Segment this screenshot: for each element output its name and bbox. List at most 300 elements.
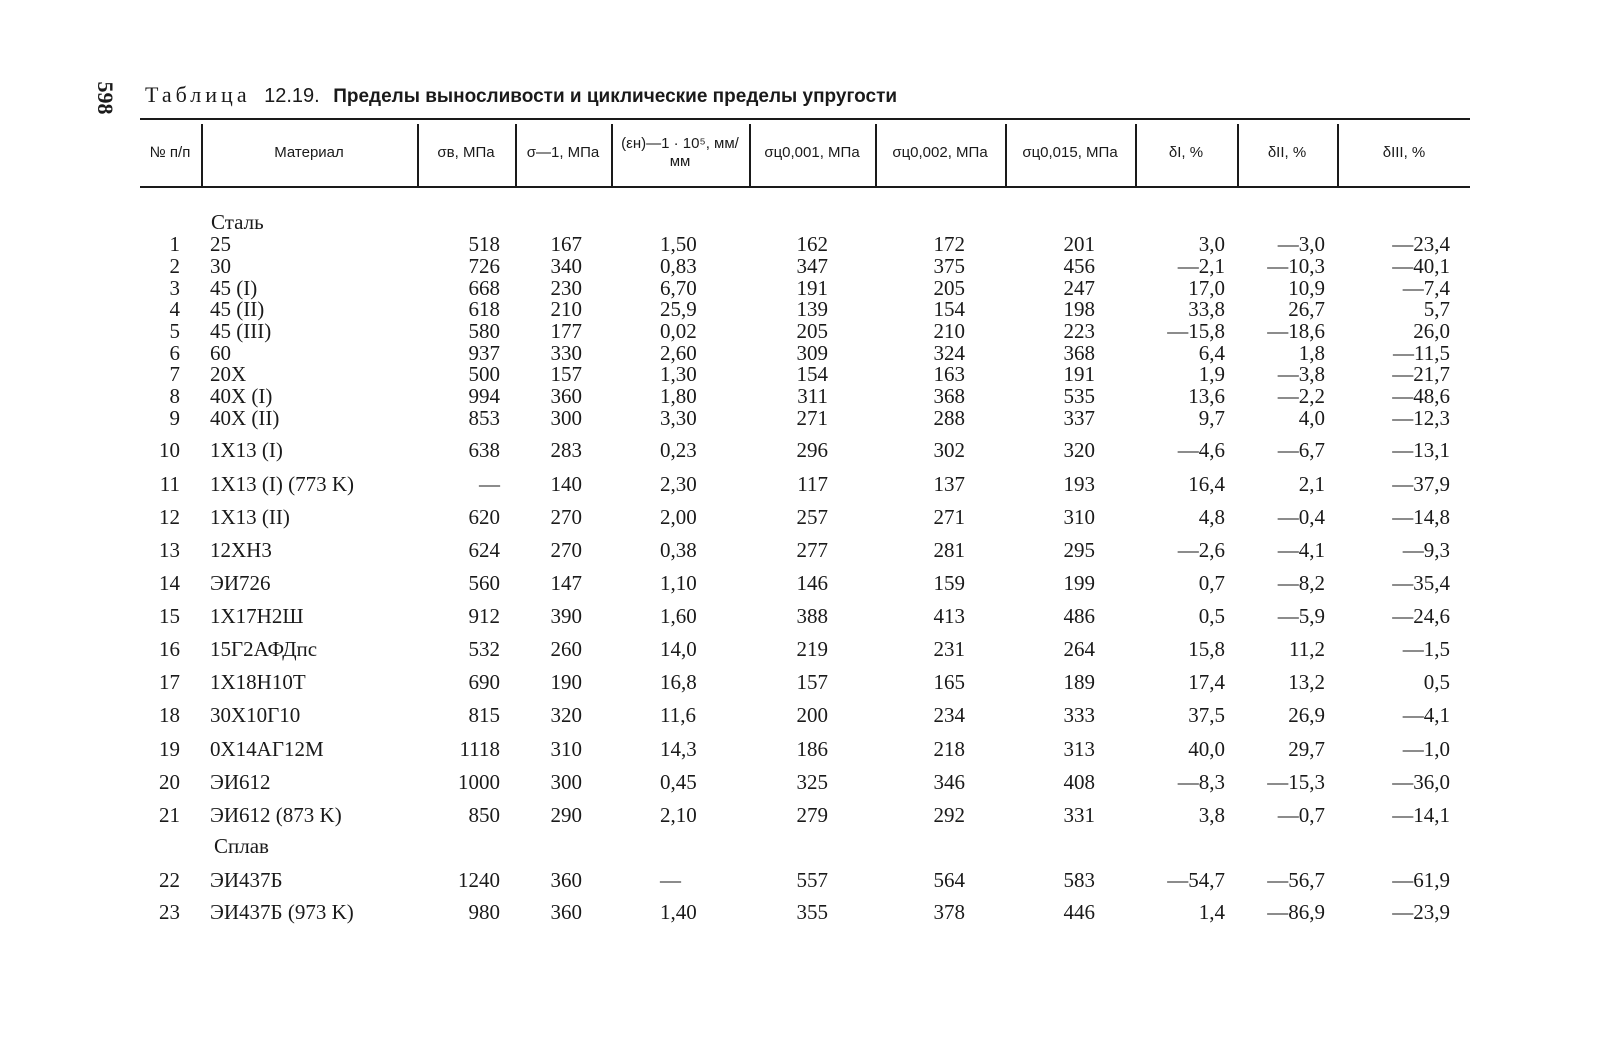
table-row: [140, 868, 1470, 892]
cell-d2: —6,7: [1277, 438, 1325, 462]
cell-num: 21: [159, 803, 180, 827]
cell-d1: 0,7: [1198, 571, 1225, 595]
cell-d1: 37,5: [1188, 703, 1225, 727]
cell-s002: 324: [933, 341, 965, 365]
cell-s001: 162: [796, 232, 828, 256]
cell-sigma-b: 620: [468, 505, 500, 529]
cell-s002: 210: [933, 319, 965, 343]
cell-d3: —7,4: [1402, 276, 1450, 300]
cell-sigma-b: 912: [468, 604, 500, 628]
table-row: [140, 571, 1470, 595]
table-row: [140, 900, 1470, 924]
cell-d1: —54,7: [1167, 868, 1225, 892]
cell-d2: —10,3: [1267, 254, 1325, 278]
cell-d3: —4,1: [1402, 703, 1450, 727]
cell-s015: 337: [1063, 406, 1095, 430]
cell-d3: —35,4: [1392, 571, 1450, 595]
cell-num: 16: [159, 637, 180, 661]
cell-eps: 1,60: [660, 604, 697, 628]
cell-material: ЭИ612: [210, 770, 271, 794]
cell-material: 0X14АГ12М: [210, 737, 324, 761]
cell-num: 20: [159, 770, 180, 794]
cell-sigma-1: 270: [550, 538, 582, 562]
cell-d2: —4,1: [1277, 538, 1325, 562]
header-material: Материал: [274, 144, 344, 161]
cell-sigma-b: —: [479, 472, 500, 496]
cell-eps: 25,9: [660, 297, 697, 321]
cell-material: ЭИ437Б (973 K): [210, 900, 354, 924]
cell-sigma-1: 360: [550, 900, 582, 924]
cell-d3: —11,5: [1393, 341, 1450, 365]
cell-d2: —86,9: [1267, 900, 1325, 924]
cell-sigma-1: 360: [550, 384, 582, 408]
cell-s002: 292: [933, 803, 965, 827]
cell-sigma-1: 283: [550, 438, 582, 462]
cell-sigma-b: 980: [468, 900, 500, 924]
cell-d1: 9,7: [1198, 406, 1225, 430]
cell-eps: 1,40: [660, 900, 697, 924]
header-divider: [1237, 124, 1239, 188]
cell-d1: 4,8: [1198, 505, 1225, 529]
cell-s002: 413: [933, 604, 965, 628]
cell-d3: —61,9: [1392, 868, 1450, 892]
cell-s001: 279: [796, 803, 828, 827]
cell-s015: 408: [1063, 770, 1095, 794]
cell-s002: 165: [933, 670, 965, 694]
header-divider: [749, 124, 751, 188]
cell-sigma-b: 994: [468, 384, 500, 408]
caption-title: Пределы выносливости и циклические пределы упругости: [333, 86, 898, 107]
cell-d3: —13,1: [1392, 438, 1450, 462]
cell-eps: 1,30: [660, 362, 697, 386]
table-row: [140, 604, 1470, 628]
cell-eps: 6,70: [660, 276, 697, 300]
cell-s002: 368: [933, 384, 965, 408]
cell-s001: 146: [796, 571, 828, 595]
cell-d1: 6,4: [1198, 341, 1225, 365]
header-divider: [875, 124, 877, 188]
cell-d2: —5,9: [1277, 604, 1325, 628]
cell-sigma-1: 190: [550, 670, 582, 694]
cell-d1: 13,6: [1188, 384, 1225, 408]
table-row: [140, 505, 1470, 529]
cell-d1: —8,3: [1177, 770, 1225, 794]
cell-eps: 2,30: [660, 472, 697, 496]
cell-sigma-b: 815: [468, 703, 500, 727]
cell-sigma-1: 167: [550, 232, 582, 256]
header-s001: σц0,001, МПа: [764, 144, 860, 161]
cell-eps: 0,38: [660, 538, 697, 562]
cell-d3: —21,7: [1392, 362, 1450, 386]
cell-s001: 157: [796, 670, 828, 694]
header-divider: [417, 124, 419, 188]
cell-num: 8: [169, 384, 180, 408]
header-s002: σц0,002, МПа: [892, 144, 988, 161]
cell-d2: 2,1: [1298, 472, 1325, 496]
table-row: [140, 438, 1470, 462]
table-row: [140, 406, 1470, 430]
cell-s001: 311: [797, 384, 828, 408]
table-row: [140, 737, 1470, 761]
header-num: № п/п: [149, 144, 191, 161]
table-row: [140, 319, 1470, 343]
cell-num: 15: [159, 604, 180, 628]
cell-s015: 313: [1063, 737, 1095, 761]
cell-material: 12XH3: [210, 538, 272, 562]
cell-sigma-b: 580: [468, 319, 500, 343]
cell-material: 45 (III): [210, 319, 272, 343]
cell-eps: 1,10: [660, 571, 697, 595]
cell-sigma-1: 290: [550, 803, 582, 827]
cell-s001: 388: [796, 604, 828, 628]
cell-eps: 0,02: [660, 319, 697, 343]
cell-s015: 320: [1063, 438, 1095, 462]
cell-s002: 137: [933, 472, 965, 496]
cell-s002: 281: [933, 538, 965, 562]
cell-sigma-1: 330: [550, 341, 582, 365]
cell-s015: 486: [1063, 604, 1095, 628]
cell-sigma-1: 177: [550, 319, 582, 343]
header-eps: (εн)—1 · 10⁵, мм/мм: [621, 135, 739, 170]
group-label-steel: Сталь: [211, 210, 264, 234]
cell-sigma-b: 726: [468, 254, 500, 278]
cell-material: 1X13 (I): [210, 438, 283, 462]
header-sigma-1: σ—1, МПа: [526, 144, 600, 161]
cell-d3: —36,0: [1392, 770, 1450, 794]
cell-s001: 277: [796, 538, 828, 562]
cell-s001: 139: [796, 297, 828, 321]
cell-material: ЭИ437Б: [210, 868, 283, 892]
cell-d2: 4,0: [1298, 406, 1325, 430]
cell-d3: —9,3: [1402, 538, 1450, 562]
caption-lead: Таблица: [145, 82, 251, 107]
cell-num: 3: [169, 276, 180, 300]
cell-s015: 264: [1063, 637, 1095, 661]
cell-s002: 346: [933, 770, 965, 794]
cell-d3: —40,1: [1392, 254, 1450, 278]
cell-num: 23: [159, 900, 180, 924]
cell-eps: 16,8: [660, 670, 697, 694]
cell-material: 1X17H2Ш: [210, 604, 304, 628]
cell-s002: 375: [933, 254, 965, 278]
header-divider: [1005, 124, 1007, 188]
cell-num: 7: [169, 362, 180, 386]
table-row: [140, 770, 1470, 794]
cell-s015: 223: [1063, 319, 1095, 343]
cell-d1: 33,8: [1188, 297, 1225, 321]
cell-d2: 26,7: [1288, 297, 1325, 321]
cell-eps: 14,0: [660, 637, 697, 661]
cell-s002: 271: [933, 505, 965, 529]
cell-sigma-b: 500: [468, 362, 500, 386]
cell-s002: 564: [933, 868, 965, 892]
cell-s002: 302: [933, 438, 965, 462]
cell-d3: 26,0: [1413, 319, 1450, 343]
cell-sigma-1: 310: [550, 737, 582, 761]
cell-eps: 2,00: [660, 505, 697, 529]
cell-sigma-b: 850: [468, 803, 500, 827]
cell-s001: 557: [796, 868, 828, 892]
cell-num: 5: [169, 319, 180, 343]
cell-sigma-b: 638: [468, 438, 500, 462]
cell-s015: 535: [1063, 384, 1095, 408]
header-d2: δII, %: [1267, 144, 1307, 161]
table-row: [140, 803, 1470, 827]
cell-sigma-1: 300: [550, 770, 582, 794]
cell-s001: 325: [796, 770, 828, 794]
cell-d3: —12,3: [1392, 406, 1450, 430]
cell-eps: 0,45: [660, 770, 697, 794]
cell-material: 20X: [210, 362, 247, 386]
cell-num: 12: [159, 505, 180, 529]
cell-eps: —: [660, 868, 681, 892]
cell-d3: —37,9: [1392, 472, 1450, 496]
cell-num: 2: [169, 254, 180, 278]
cell-d1: 3,8: [1198, 803, 1225, 827]
cell-material: 45 (I): [210, 276, 258, 300]
cell-material: 1X18H10T: [210, 670, 306, 694]
cell-s015: 456: [1063, 254, 1095, 278]
cell-d1: —2,6: [1177, 538, 1225, 562]
table-header-rule: [140, 186, 1470, 188]
cell-eps: 1,80: [660, 384, 697, 408]
cell-s015: 310: [1063, 505, 1095, 529]
cell-s002: 378: [933, 900, 965, 924]
cell-s002: 163: [933, 362, 965, 386]
cell-s001: 219: [796, 637, 828, 661]
cell-sigma-b: 1118: [459, 737, 500, 761]
cell-eps: 14,3: [660, 737, 697, 761]
table-row: [140, 362, 1470, 386]
cell-s015: 201: [1063, 232, 1095, 256]
cell-sigma-1: 300: [550, 406, 582, 430]
cell-sigma-b: 690: [468, 670, 500, 694]
table-header: [140, 120, 1470, 186]
cell-s015: 191: [1063, 362, 1095, 386]
cell-eps: 0,83: [660, 254, 697, 278]
header-sigma-b: σв, МПа: [437, 144, 495, 161]
cell-s015: 446: [1063, 900, 1095, 924]
cell-num: 9: [169, 406, 180, 430]
header-divider: [201, 124, 203, 188]
cell-eps: 1,50: [660, 232, 697, 256]
cell-d1: 15,8: [1188, 637, 1225, 661]
cell-d2: —15,3: [1267, 770, 1325, 794]
cell-d3: 5,7: [1423, 297, 1450, 321]
cell-sigma-1: 210: [550, 297, 582, 321]
cell-s001: 309: [796, 341, 828, 365]
cell-material: 15Г2АФДпс: [210, 637, 318, 661]
header-s015: σц0,015, МПа: [1022, 144, 1118, 161]
cell-sigma-1: 320: [550, 703, 582, 727]
cell-s015: 333: [1063, 703, 1095, 727]
cell-s001: 117: [797, 472, 828, 496]
table-row: [140, 538, 1470, 562]
cell-s015: 193: [1063, 472, 1095, 496]
table-caption: [145, 82, 897, 108]
cell-d2: 29,7: [1288, 737, 1325, 761]
cell-num: 4: [169, 297, 180, 321]
cell-eps: 11,6: [660, 703, 696, 727]
cell-d2: —18,6: [1267, 319, 1325, 343]
cell-sigma-b: 1000: [458, 770, 500, 794]
cell-s002: 172: [933, 232, 965, 256]
cell-material: 25: [210, 232, 231, 256]
cell-sigma-b: 853: [468, 406, 500, 430]
cell-s015: 247: [1063, 276, 1095, 300]
cell-d1: 17,4: [1188, 670, 1225, 694]
cell-material: 40X (II): [210, 406, 280, 430]
cell-d1: 1,9: [1198, 362, 1225, 386]
cell-s015: 199: [1063, 571, 1095, 595]
cell-d1: —15,8: [1167, 319, 1225, 343]
cell-sigma-b: 532: [468, 637, 500, 661]
cell-d2: —2,2: [1277, 384, 1325, 408]
table-row: [140, 297, 1470, 321]
caption-number: 12.19.: [264, 85, 320, 107]
cell-sigma-b: 560: [468, 571, 500, 595]
header-divider: [515, 124, 517, 188]
cell-d2: 1,8: [1298, 341, 1325, 365]
cell-d2: —3,8: [1277, 362, 1325, 386]
cell-num: 18: [159, 703, 180, 727]
cell-material: 40X (I): [210, 384, 273, 408]
cell-sigma-b: 618: [468, 297, 500, 321]
cell-s015: 189: [1063, 670, 1095, 694]
cell-d1: —2,1: [1177, 254, 1225, 278]
cell-d1: 3,0: [1198, 232, 1225, 256]
cell-d3: 0,5: [1423, 670, 1450, 694]
cell-material: 1X13 (II): [210, 505, 290, 529]
cell-d3: —48,6: [1392, 384, 1450, 408]
cell-eps: 2,10: [660, 803, 697, 827]
header-d3: δIII, %: [1382, 144, 1426, 161]
cell-d2: —3,0: [1277, 232, 1325, 256]
cell-sigma-b: 518: [468, 232, 500, 256]
cell-sigma-b: 937: [468, 341, 500, 365]
cell-d3: —1,0: [1402, 737, 1450, 761]
cell-s001: 257: [796, 505, 828, 529]
cell-s002: 205: [933, 276, 965, 300]
cell-material: 1X13 (I) (773 K): [210, 472, 355, 496]
cell-d2: —8,2: [1277, 571, 1325, 595]
header-divider: [611, 124, 613, 188]
table-row: [140, 670, 1470, 694]
cell-sigma-1: 147: [550, 571, 582, 595]
cell-s001: 271: [796, 406, 828, 430]
cell-d3: —14,1: [1392, 803, 1450, 827]
page-number: 598: [93, 81, 118, 115]
cell-d3: —23,9: [1392, 900, 1450, 924]
cell-eps: 0,23: [660, 438, 697, 462]
header-d1: δI, %: [1168, 144, 1204, 161]
cell-s015: 368: [1063, 341, 1095, 365]
cell-material: ЭИ612 (873 K): [210, 803, 342, 827]
cell-s001: 355: [796, 900, 828, 924]
table-row: [140, 472, 1470, 496]
group-label-alloy: Сплав: [214, 834, 269, 858]
table-row: [140, 637, 1470, 661]
cell-num: 17: [159, 670, 180, 694]
cell-sigma-1: 157: [550, 362, 582, 386]
cell-d2: 26,9: [1288, 703, 1325, 727]
cell-sigma-1: 260: [550, 637, 582, 661]
cell-s015: 198: [1063, 297, 1095, 321]
cell-d2: —0,4: [1277, 505, 1325, 529]
cell-sigma-1: 360: [550, 868, 582, 892]
cell-s002: 231: [933, 637, 965, 661]
cell-s001: 205: [796, 319, 828, 343]
cell-d1: 16,4: [1188, 472, 1225, 496]
cell-eps: 2,60: [660, 341, 697, 365]
cell-s001: 154: [796, 362, 828, 386]
cell-s001: 200: [796, 703, 828, 727]
header-divider: [1135, 124, 1137, 188]
cell-s001: 186: [796, 737, 828, 761]
cell-num: 13: [159, 538, 180, 562]
cell-s001: 191: [796, 276, 828, 300]
cell-sigma-b: 668: [468, 276, 500, 300]
cell-num: 19: [159, 737, 180, 761]
table-row: [140, 384, 1470, 408]
table-row: [140, 703, 1470, 727]
cell-d3: —1,5: [1402, 637, 1450, 661]
cell-material: 30X10Г10: [210, 703, 301, 727]
cell-s015: 583: [1063, 868, 1095, 892]
cell-d1: 40,0: [1188, 737, 1225, 761]
cell-material: 60: [210, 341, 231, 365]
cell-num: 11: [159, 472, 180, 496]
cell-d1: 0,5: [1198, 604, 1225, 628]
table-row: [140, 254, 1470, 278]
header-divider: [1337, 124, 1339, 188]
cell-d2: 13,2: [1288, 670, 1325, 694]
cell-s001: 347: [796, 254, 828, 278]
cell-d3: —14,8: [1392, 505, 1450, 529]
cell-d1: 1,4: [1198, 900, 1225, 924]
cell-eps: 3,30: [660, 406, 697, 430]
cell-s015: 295: [1063, 538, 1095, 562]
cell-material: 30: [210, 254, 231, 278]
cell-num: 6: [169, 341, 180, 365]
cell-num: 14: [159, 571, 180, 595]
cell-d2: 10,9: [1288, 276, 1325, 300]
cell-sigma-b: 1240: [458, 868, 500, 892]
cell-sigma-1: 340: [550, 254, 582, 278]
cell-sigma-1: 140: [550, 472, 582, 496]
cell-material: 45 (II): [210, 297, 265, 321]
cell-s002: 288: [933, 406, 965, 430]
cell-d2: —0,7: [1277, 803, 1325, 827]
cell-s002: 159: [933, 571, 965, 595]
cell-sigma-1: 390: [550, 604, 582, 628]
cell-s002: 234: [933, 703, 965, 727]
cell-d3: —24,6: [1392, 604, 1450, 628]
cell-sigma-1: 270: [550, 505, 582, 529]
cell-num: 22: [159, 868, 180, 892]
cell-s002: 154: [933, 297, 965, 321]
cell-d2: —56,7: [1267, 868, 1325, 892]
cell-num: 10: [159, 438, 180, 462]
cell-s015: 331: [1063, 803, 1095, 827]
table-row: [140, 232, 1470, 256]
cell-d3: —23,4: [1392, 232, 1450, 256]
cell-d1: —4,6: [1177, 438, 1225, 462]
cell-sigma-1: 230: [550, 276, 582, 300]
cell-d1: 17,0: [1188, 276, 1225, 300]
cell-s001: 296: [796, 438, 828, 462]
cell-d2: 11,2: [1289, 637, 1325, 661]
